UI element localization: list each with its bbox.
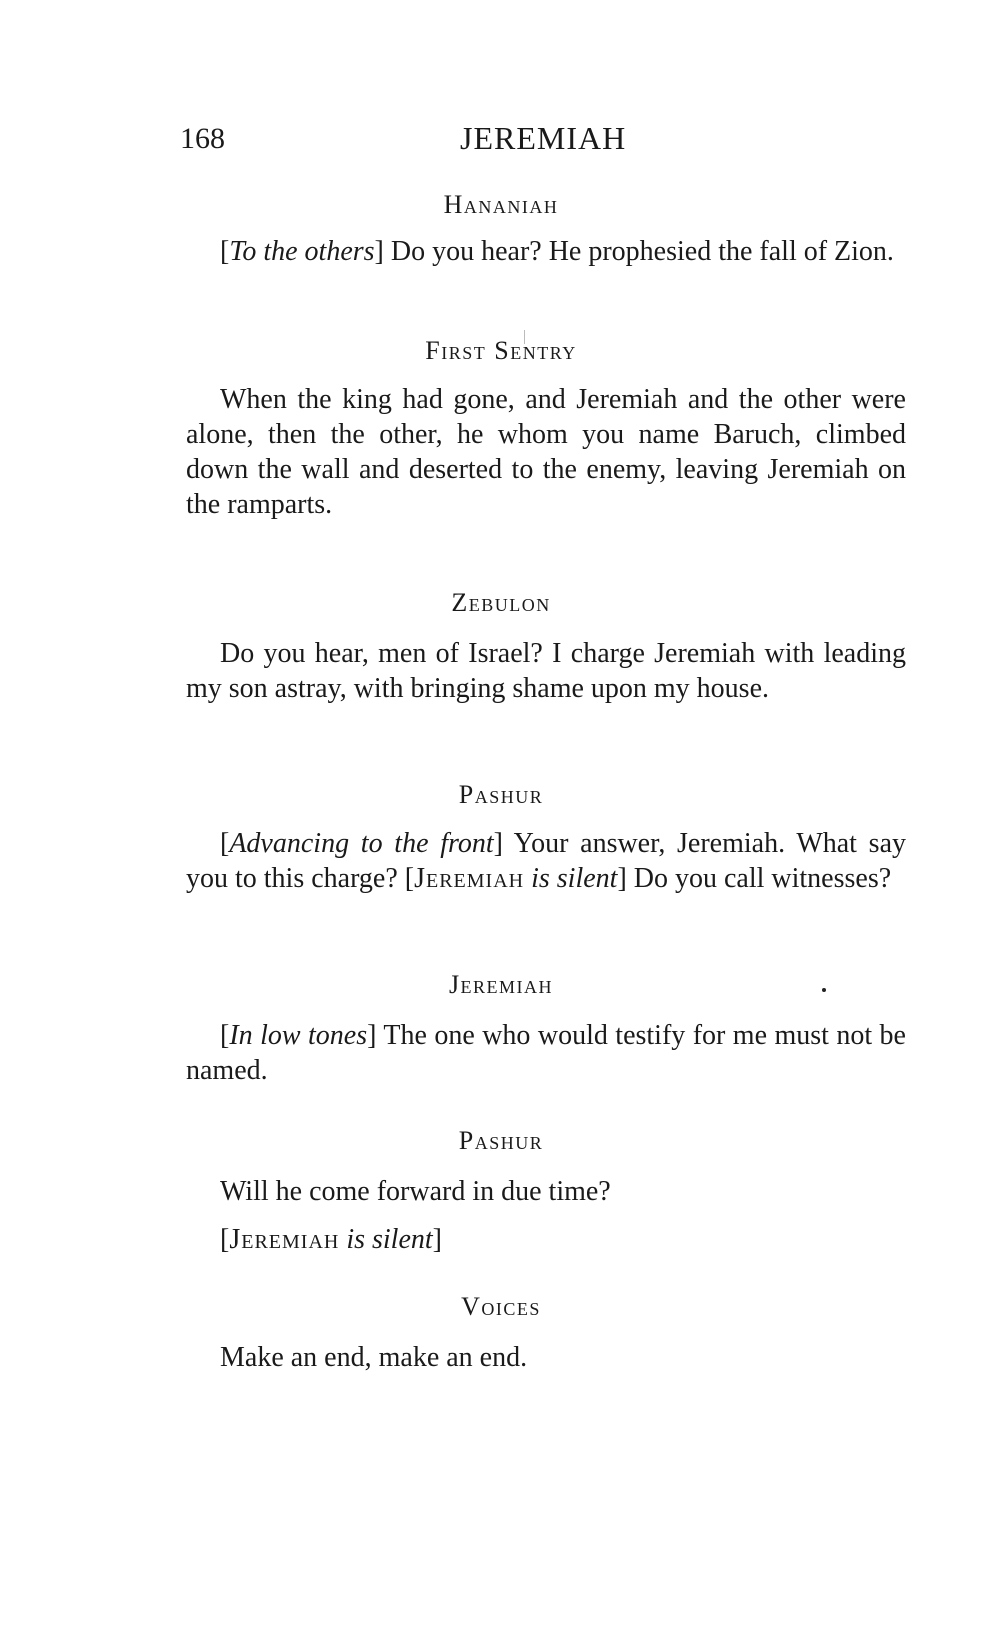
speaker-name: Pashur (458, 780, 544, 809)
inline-speaker: Jeremiah (229, 1224, 340, 1255)
speech-body: Do you hear? He prophesied the fall of Zion. (383, 236, 894, 267)
speaker-name: First Sentry (425, 336, 577, 365)
speaker-name: Hananiah (443, 190, 559, 219)
speech-text: Make an end, make an end. (220, 1342, 528, 1373)
speaker-name: Voices (461, 1292, 541, 1321)
speech-text: [To the others] Do you hear? He prophesied the fall of Zion. (220, 236, 894, 267)
speech-text: Will he come forward in due time? (220, 1176, 611, 1207)
stage-direction: is silent (346, 1224, 433, 1255)
stage-direction: In low tones (229, 1020, 368, 1051)
stage-direction-line: [Jeremiah is silent] (220, 1224, 442, 1255)
stage-direction: is silent (531, 863, 618, 894)
speech-body: The one who would testify for me must not be named. (186, 1020, 906, 1086)
speaker-name: Jeremiah (448, 970, 554, 999)
speech-body: ] Do you call witnesses? (617, 863, 892, 894)
speech-text: [In low tones] The one who would testify for me must not be named. (186, 1020, 906, 1086)
stage-direction: To the others (229, 236, 375, 267)
speech-text: Do you hear, men of Israel? I charge Jeremiah with leading my son astray, with bringing shame upon my house. (186, 638, 906, 704)
page-number: 168 (180, 122, 225, 155)
speech-text: [Advancing to the front] Your answer, Jeremiah. What say you to this charge? [Jeremiah is silent] Do you call witnesses? (186, 828, 907, 894)
inline-speaker: Jeremiah (414, 863, 525, 894)
speech-text: When the king had gone, and Jeremiah and the other were alone, then the other, he whom you name Baruch, climbed down the wall and deserted to the enemy, leaving Jeremiah on the ramparts. (186, 384, 906, 520)
stage-direction: Advancing to the front (229, 828, 494, 859)
speaker-name: Zebulon (451, 588, 551, 617)
speaker-name: Pashur (458, 1126, 544, 1155)
running-title: JEREMIAH (460, 120, 627, 156)
speech-body: Your answer, Jeremiah. What say you to this charge? [ (186, 828, 907, 894)
